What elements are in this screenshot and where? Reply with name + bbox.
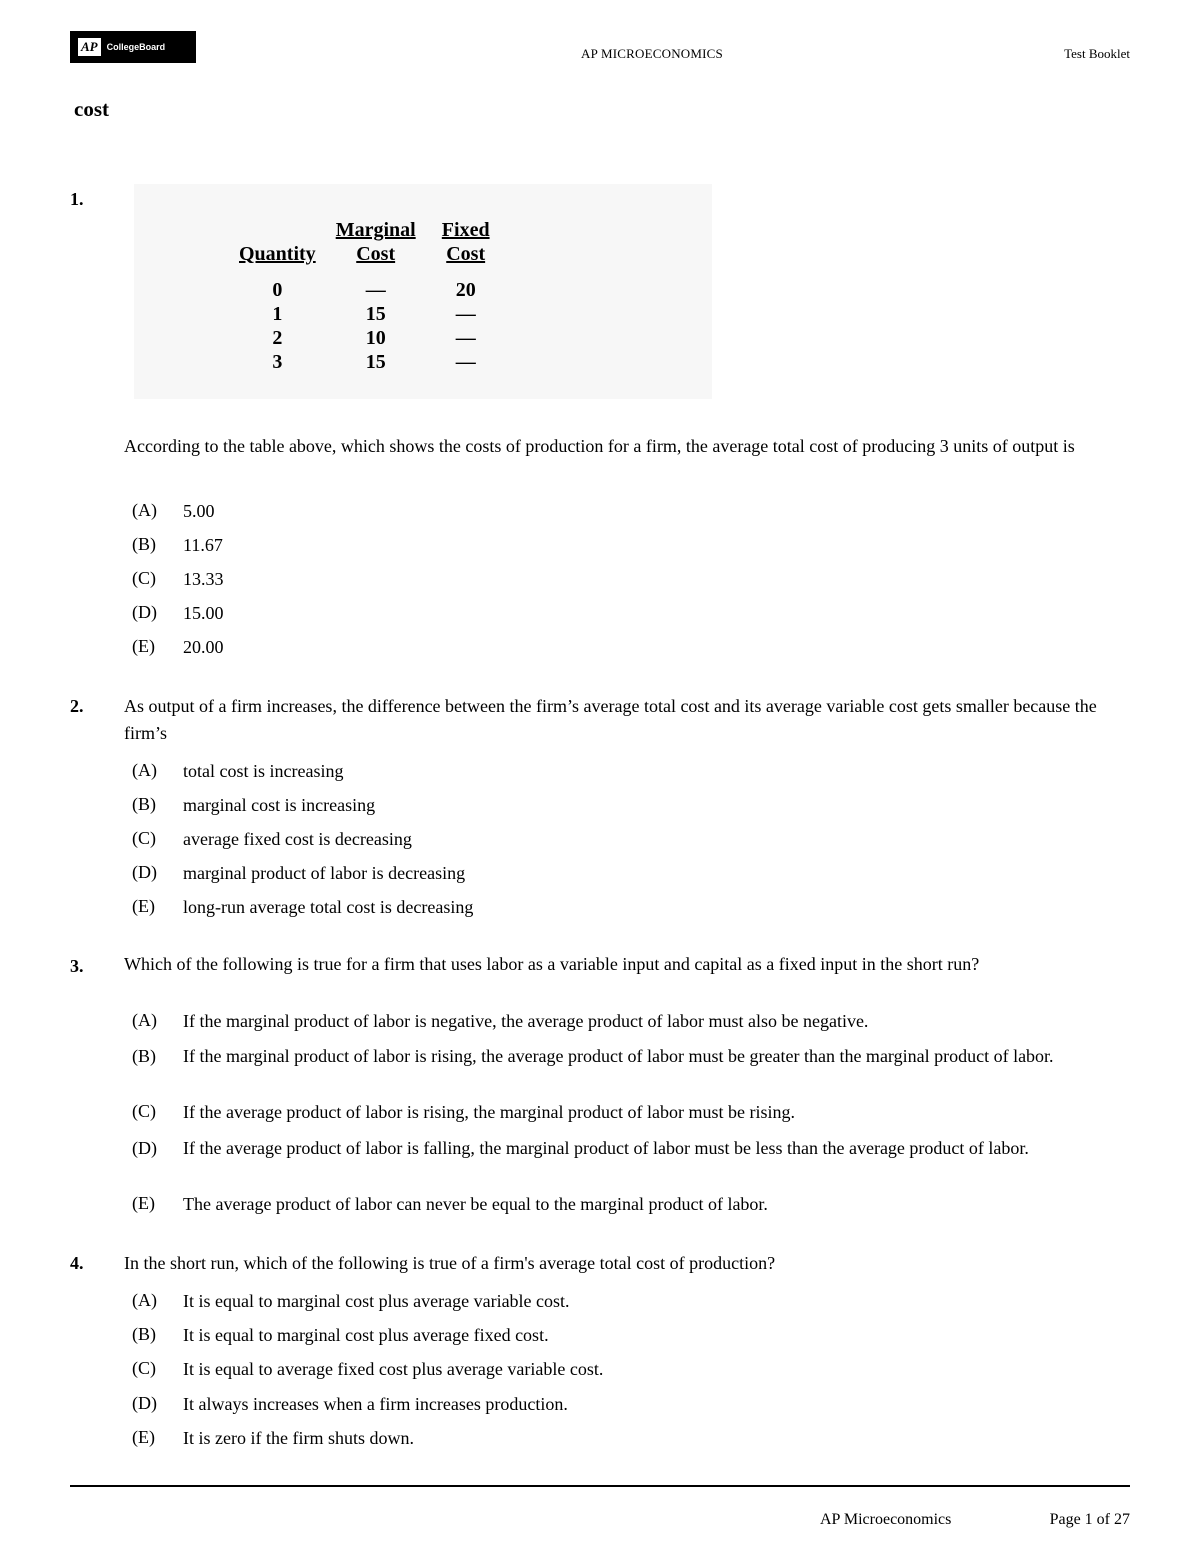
choice-letter: (B) <box>132 534 156 554</box>
question-3-number: 3. <box>70 956 84 976</box>
choice-text: It is equal to marginal cost plus average fixed cost. <box>183 1325 549 1345</box>
section-title: cost <box>74 97 109 121</box>
cost-table-header-fixed-cost: Fixed Cost <box>441 219 490 265</box>
table-cell: — <box>365 279 386 301</box>
choice-letter: (A) <box>132 500 157 520</box>
choice-letter: (D) <box>132 602 157 622</box>
table-cell: 1 <box>272 303 283 325</box>
question-1-number: 1. <box>70 189 84 209</box>
table-row <box>229 302 506 326</box>
question-4-choice-b[interactable] <box>132 1324 1133 1346</box>
choice-letter: (C) <box>132 828 156 848</box>
choice-text: If the marginal product of labor is rising, the average product of labor must be greater than the marginal product of labor. <box>183 1046 1054 1066</box>
choice-text: total cost is increasing <box>183 761 344 781</box>
header-booklet-label: Test Booklet <box>1064 46 1130 61</box>
question-1-choice-e[interactable] <box>132 636 1133 658</box>
choice-text: 20.00 <box>183 637 224 657</box>
table-row <box>229 326 506 350</box>
table-cell: 0 <box>272 279 283 301</box>
logo-ap-text: AP <box>78 38 101 56</box>
choice-letter: (D) <box>132 862 157 882</box>
question-4-choice-c[interactable] <box>132 1358 1133 1380</box>
cost-table <box>229 218 506 374</box>
choice-text: 5.00 <box>183 501 215 521</box>
question-4-choice-a[interactable] <box>132 1290 1133 1312</box>
choice-text: If the marginal product of labor is negative, the average product of labor must also be negative. <box>183 1011 869 1031</box>
choice-letter: (B) <box>132 1324 156 1344</box>
cost-table-header-marginal-cost: Marginal Cost <box>335 219 416 265</box>
question-1-choice-a[interactable] <box>132 500 1133 522</box>
footer-subject: AP Microeconomics <box>820 1511 952 1528</box>
choice-letter: (D) <box>132 1137 157 1158</box>
question-2-number: 2. <box>70 696 84 716</box>
table-cell: 15 <box>365 303 386 325</box>
question-2-choice-a[interactable] <box>132 760 1133 782</box>
choice-text: marginal product of labor is decreasing <box>183 863 466 883</box>
cost-table-figure <box>134 184 712 399</box>
choice-text: 15.00 <box>183 603 224 623</box>
table-cell: — <box>455 327 476 349</box>
question-3-text: Which of the following is true for a firm that uses labor as a variable input and capital as a fixed input in the short run? <box>124 954 980 974</box>
question-3-choice-c[interactable] <box>132 1101 1133 1123</box>
table-row <box>229 350 506 374</box>
question-3-choice-e[interactable] <box>132 1193 1133 1215</box>
choice-letter: (E) <box>132 896 155 916</box>
choice-text: The average product of labor can never be equal to the marginal product of labor. <box>183 1194 768 1214</box>
question-2-choice-e[interactable] <box>132 896 1133 918</box>
table-cell: 15 <box>365 351 386 373</box>
choice-text: It is zero if the firm shuts down. <box>183 1428 414 1448</box>
question-2-choice-b[interactable] <box>132 794 1133 816</box>
choice-letter: (C) <box>132 568 156 588</box>
choice-text: 11.67 <box>183 535 223 555</box>
question-3-choice-b[interactable] <box>132 1045 1133 1067</box>
logo-collegeboard-text: CollegeBoard <box>106 42 166 52</box>
choice-text: average fixed cost is decreasing <box>183 829 412 849</box>
question-2-choice-d[interactable] <box>132 862 1133 884</box>
footer-divider <box>70 1485 1130 1487</box>
table-cell: 20 <box>455 279 476 301</box>
choice-letter: (A) <box>132 1010 157 1030</box>
choice-text: 13.33 <box>183 569 224 589</box>
choice-letter: (E) <box>132 1427 155 1447</box>
table-cell: — <box>455 351 476 373</box>
choice-text: It is equal to marginal cost plus average variable cost. <box>183 1291 570 1311</box>
choice-letter: (E) <box>132 636 155 656</box>
choice-text: If the average product of labor is rising, the marginal product of labor must be rising. <box>183 1102 795 1122</box>
choice-letter: (D) <box>132 1393 157 1413</box>
question-4-text: In the short run, which of the following is true of a firm's average total cost of production? <box>124 1253 776 1273</box>
table-row <box>229 278 506 302</box>
choice-letter: (B) <box>132 1045 156 1066</box>
question-4-choice-e[interactable] <box>132 1427 1133 1449</box>
question-4-choice-d[interactable] <box>132 1393 1133 1415</box>
table-cell: 10 <box>365 327 386 349</box>
header-title: AP MICROECONOMICS <box>581 46 723 61</box>
question-1-choice-c[interactable] <box>132 568 1133 590</box>
choice-letter: (E) <box>132 1193 155 1213</box>
question-1-text: According to the table above, which shows the costs of production for a firm, the average total cost of producing 3 units of output is <box>124 436 1075 456</box>
table-cell: 3 <box>272 351 283 373</box>
choice-letter: (A) <box>132 760 157 780</box>
question-4-number: 4. <box>70 1253 84 1273</box>
choice-text: It is equal to average fixed cost plus average variable cost. <box>183 1359 604 1379</box>
choice-text: If the average product of labor is falling, the marginal product of labor must be less than the average product of labor. <box>183 1138 1029 1158</box>
choice-letter: (C) <box>132 1101 156 1121</box>
question-1-choice-d[interactable] <box>132 602 1133 624</box>
cost-table-header-quantity: Quantity <box>239 243 316 265</box>
choice-letter: (C) <box>132 1358 156 1378</box>
choice-text: long-run average total cost is decreasing <box>183 897 474 917</box>
choice-letter: (A) <box>132 1290 157 1310</box>
choice-text: marginal cost is increasing <box>183 795 376 815</box>
footer-page-number: Page 1 of 27 <box>1049 1511 1130 1528</box>
question-2-text: As output of a firm increases, the difference between the firm’s average total cost and its average variable cost gets smaller because the firm’s <box>124 696 1097 743</box>
question-1-choice-b[interactable] <box>132 534 1133 556</box>
question-3-choice-d[interactable] <box>132 1137 1133 1159</box>
choice-text: It always increases when a firm increases production. <box>183 1394 568 1414</box>
table-cell: 2 <box>272 327 283 349</box>
question-2-choice-c[interactable] <box>132 828 1133 850</box>
choice-letter: (B) <box>132 794 156 814</box>
question-3-choice-a[interactable] <box>132 1010 1133 1032</box>
table-cell: — <box>455 303 476 325</box>
